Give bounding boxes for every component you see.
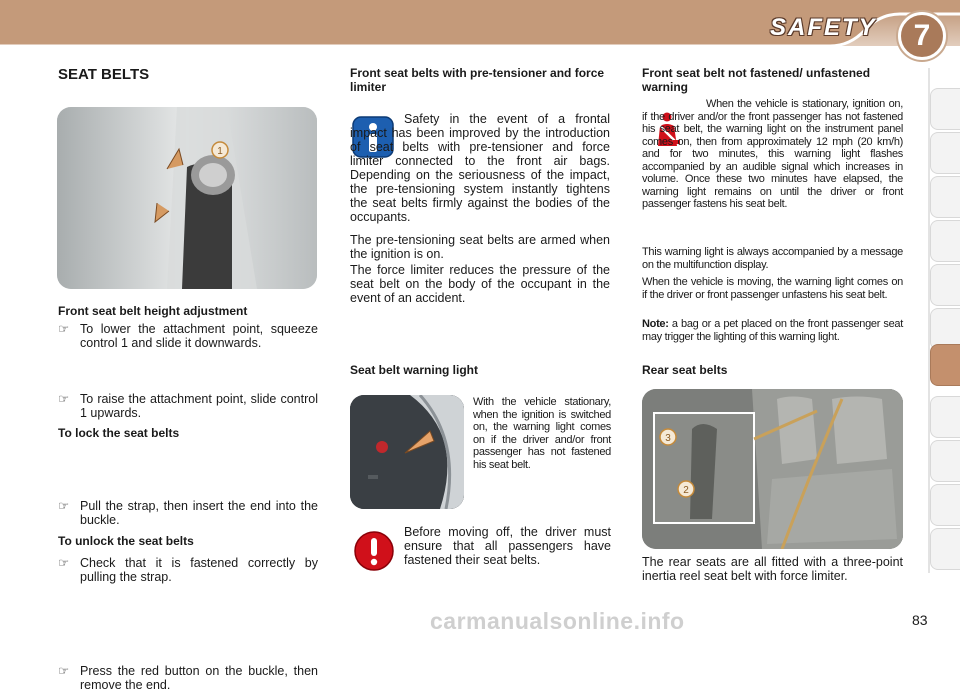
chapter-tab[interactable] xyxy=(930,132,960,174)
multifunction-message-text: This warning light is always accompanied by a message on the multifunction display. xyxy=(642,246,903,271)
list-item: ☞ Press the red button on the buckle, then remove the end. xyxy=(58,664,318,692)
pretensioner-title: Front seat belts with pre-tensioner and force limiter xyxy=(350,66,605,94)
rear-seat-belts-title: Rear seat belts xyxy=(642,363,728,377)
chapter-tab[interactable] xyxy=(930,88,960,130)
warning-light-title: Seat belt warning light xyxy=(350,363,479,377)
list-item: ☞ To lower the attachment point, squeeze control 1 and slide it downwards. xyxy=(58,322,318,350)
hand-pointer-icon: ☞ xyxy=(58,322,70,336)
callout-2: 2 xyxy=(683,485,689,496)
list-item: ☞ Pull the strap, then insert the end into the buckle. xyxy=(58,499,318,527)
chapter-tab[interactable] xyxy=(930,264,960,306)
chapter-tab-active[interactable] xyxy=(930,344,960,386)
exclamation-icon xyxy=(353,530,395,572)
chapter-number: 7 xyxy=(898,12,946,60)
hand-pointer-icon: ☞ xyxy=(58,499,70,513)
hand-pointer-icon: ☞ xyxy=(58,392,70,406)
unlock-title: To unlock the seat belts xyxy=(58,534,194,548)
rear-seat-belts-text: The rear seats are all fitted with a three-point inertia reel seat belt with force limiter. xyxy=(642,555,903,583)
pretensioner-intro: Safety in the event of a frontal impact has been improved by the introduction of seat belts with pre-tensioner and force limiter connected to the front air bags. Depending on the seriousness of the impact, the pre-tensioning system instantly tightens the seat belts firmly against the bodies of the occupants. xyxy=(350,112,610,224)
caution-text: Before moving off, the driver must ensure that all passengers have fastened their seat belts. xyxy=(404,525,611,567)
chapter-tab[interactable] xyxy=(930,484,960,526)
hand-pointer-icon: ☞ xyxy=(58,664,70,678)
list-item: ☞ Check that it is fastened correctly by pulling the strap. xyxy=(58,556,318,584)
moving-warning-text: When the vehicle is moving, the warning light comes on if the driver or front passenger unfastens his seat belt. xyxy=(642,276,903,301)
chapter-tab[interactable] xyxy=(930,396,960,438)
page-number: 83 xyxy=(912,612,928,628)
note-text: Note: a bag or a pet placed on the front passenger seat may trigger the lighting of this warning light. xyxy=(642,318,903,343)
force-limiter-text: The force limiter reduces the pressure of the seat belt on the body of the occupant in the event of an accident. xyxy=(350,263,610,305)
hand-pointer-icon: ☞ xyxy=(58,556,70,570)
callout-1: 1 xyxy=(217,146,223,157)
rear-seats-photo xyxy=(642,389,903,549)
chapter-tab[interactable] xyxy=(930,440,960,482)
seatbelt-height-photo xyxy=(57,107,317,289)
list-item: ☞ To raise the attachment point, slide control 1 upwards. xyxy=(58,392,318,420)
not-fastened-text: When the vehicle is stationary, ignition on, if the driver and/or the front passenger has not fastened his seat belt, the warning light on the instrument panel comes on, then from approximately 12 mph (20 km/h) and for two minutes, this warning light flashes accompanied by an audible signal which increases in volume. Once these two minutes have elapsed, the warning light remains on until the driver or front passenger fastens his seat belt. xyxy=(642,98,903,210)
pretensioner-armed: The pre-tensioning seat belts are armed when the ignition is on. xyxy=(350,233,610,261)
chapter-tab[interactable] xyxy=(930,528,960,570)
chapter-title: SAFETY xyxy=(770,14,877,41)
not-fastened-title: Front seat belt not fastened/ unfastened warning xyxy=(642,66,871,94)
warning-light-text: With the vehicle stationary, when the ignition is switched on, the warning light comes on if the driver and/or front passenger has not fastened his seat belt. xyxy=(473,396,611,471)
note-label: Note: xyxy=(642,318,669,330)
chapter-tab[interactable] xyxy=(930,176,960,218)
lock-title: To lock the seat belts xyxy=(58,426,180,440)
height-adjustment-title: Front seat belt height adjustment xyxy=(58,304,248,318)
chapter-tab[interactable] xyxy=(930,220,960,262)
watermark: carmanualsonline.info xyxy=(430,608,685,634)
instrument-panel-photo xyxy=(350,395,464,509)
callout-3: 3 xyxy=(665,433,671,444)
section-title: SEAT BELTS xyxy=(58,66,150,83)
